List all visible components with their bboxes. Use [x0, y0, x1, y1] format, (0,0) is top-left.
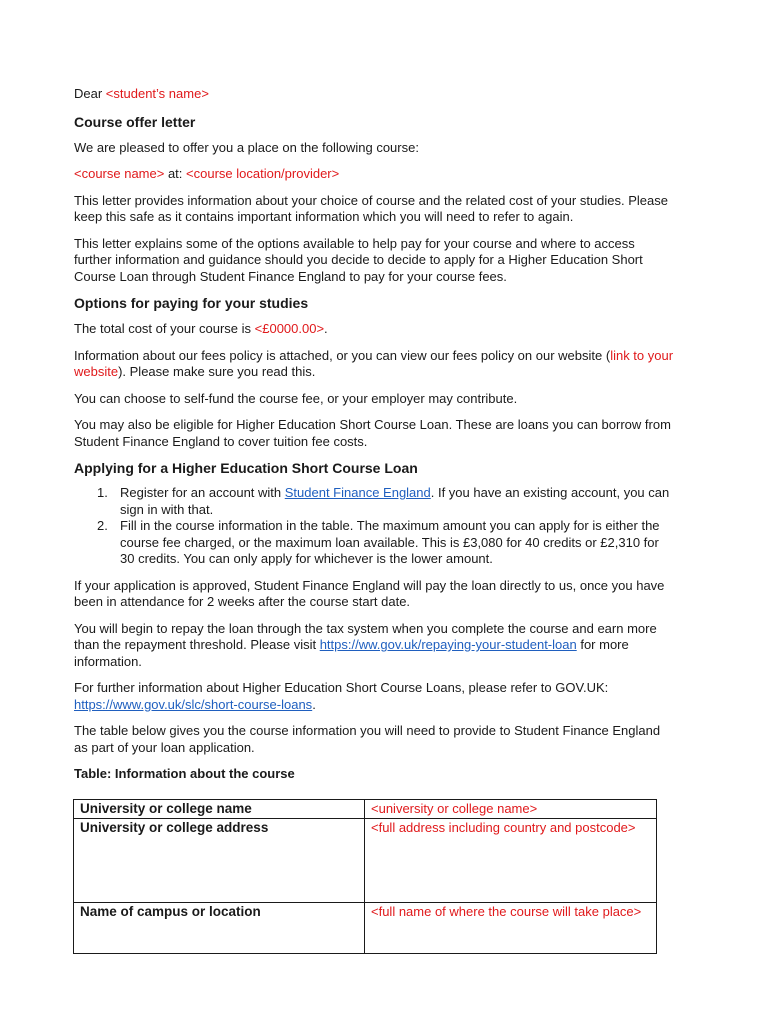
- further-info-text: [74, 680, 674, 713]
- eligibility-text: You may also be eligible for Higher Education Short Course Loan. These are loans you can borrow from Student Finance England to cover tuition fee costs.: [74, 417, 671, 449]
- heading-options: Options for paying for your studies: [74, 295, 309, 311]
- para-options-intro: This letter explains some of the options available to help pay for your course and where to access further information and guidance should you decide to decide to apply for a Higher Education Short Course Loan through Student Finance England to pay for your course fees.: [74, 235, 643, 284]
- table-value-placeholder: <full address including country and postcode>: [365, 818, 657, 902]
- step-item: [74, 485, 674, 518]
- step-1-prefix: Register for an account with: [120, 485, 285, 500]
- greeting-prefix: Dear: [74, 86, 106, 101]
- further-prefix: For further information about Higher Education Short Course Loans, please refer to GOV.UK:: [74, 680, 609, 695]
- heading-course-offer: Course offer letter: [74, 113, 196, 130]
- table-value-placeholder: <full name of where the course will take place>: [365, 902, 657, 953]
- steps-list: [74, 485, 674, 568]
- website-link-placeholder[interactable]: link to your website: [74, 347, 674, 379]
- fees-policy-line: [74, 348, 674, 381]
- table-intro-text: The table below gives you the course information you will need to provide to Student Finance England as part of your loan application.: [74, 723, 661, 755]
- course-location-placeholder: <course location/provider>: [186, 166, 340, 181]
- self-fund-text: You can choose to self-fund the course fee, or your employer may contribute.: [74, 390, 518, 406]
- table-label: University or college name: [74, 800, 365, 819]
- repay-text: [74, 621, 674, 671]
- step-number: 1.: [97, 485, 108, 500]
- repaying-loan-link[interactable]: https://ww.gov.uk/repaying-your-student-loan: [319, 637, 577, 652]
- table-caption: Table: Information about the course: [74, 766, 295, 781]
- short-course-loans-link[interactable]: https://www.gov.uk/slc/short-course-loans: [74, 696, 313, 712]
- step-2-text: Fill in the course information in the table. The maximum amount you can apply for is either the course fee charged, or the maximum loan available. This is £3,080 for 40 credits or £2,310 for 30 credits. You can only apply for whichever is the lower amount.: [120, 518, 660, 566]
- greeting: [74, 86, 674, 103]
- para-letter-info: This letter provides information about your choice of course and the related cost of your studies. Please keep this safe as it contains important information which you will need to refer to again.: [74, 192, 668, 224]
- cost-prefix: The total cost of your course is: [74, 321, 255, 336]
- table-label: University or college address: [74, 818, 365, 902]
- step-1-suffix: . If you have an existing account, you can sign in with that.: [120, 485, 670, 517]
- letter-body: [74, 86, 674, 783]
- course-name-placeholder: <course name>: [74, 166, 165, 181]
- table-value-placeholder: <university or college name>: [365, 800, 657, 819]
- course-line-at: at:: [164, 166, 187, 181]
- course-info-table: [73, 799, 657, 954]
- student-finance-england-link[interactable]: Student Finance England: [284, 485, 431, 500]
- cost-suffix: .: [324, 321, 328, 336]
- repay-suffix: for more information.: [74, 637, 629, 669]
- repay-prefix: You will begin to repay the loan through the tax system when you complete the course and earn more than the repayment threshold. Please visit: [74, 620, 657, 652]
- approval-text: If your application is approved, Student Finance England will pay the loan directly to us, once you have been in attendance for 2 weeks after the course start date.: [74, 577, 665, 609]
- fees-prefix: Information about our fees policy is attached, or you can view our fees policy on our website (: [74, 347, 611, 363]
- further-suffix: .: [312, 696, 316, 712]
- heading-applying: Applying for a Higher Education Short Course Loan: [74, 460, 418, 476]
- course-line: [74, 166, 674, 183]
- table-row: [74, 818, 657, 902]
- table-row: [74, 902, 657, 953]
- intro-text: We are pleased to offer you a place on the following course:: [74, 139, 419, 155]
- cost-line: [74, 321, 674, 338]
- cost-placeholder: <£0000.00>: [254, 321, 325, 336]
- table-label: Name of campus or location: [74, 902, 365, 953]
- step-item: [74, 518, 674, 568]
- step-number: 2.: [97, 518, 108, 533]
- student-name-placeholder: <student’s name>: [105, 86, 209, 101]
- fees-suffix: ). Please make sure you read this.: [118, 364, 316, 379]
- table-row: [74, 800, 657, 819]
